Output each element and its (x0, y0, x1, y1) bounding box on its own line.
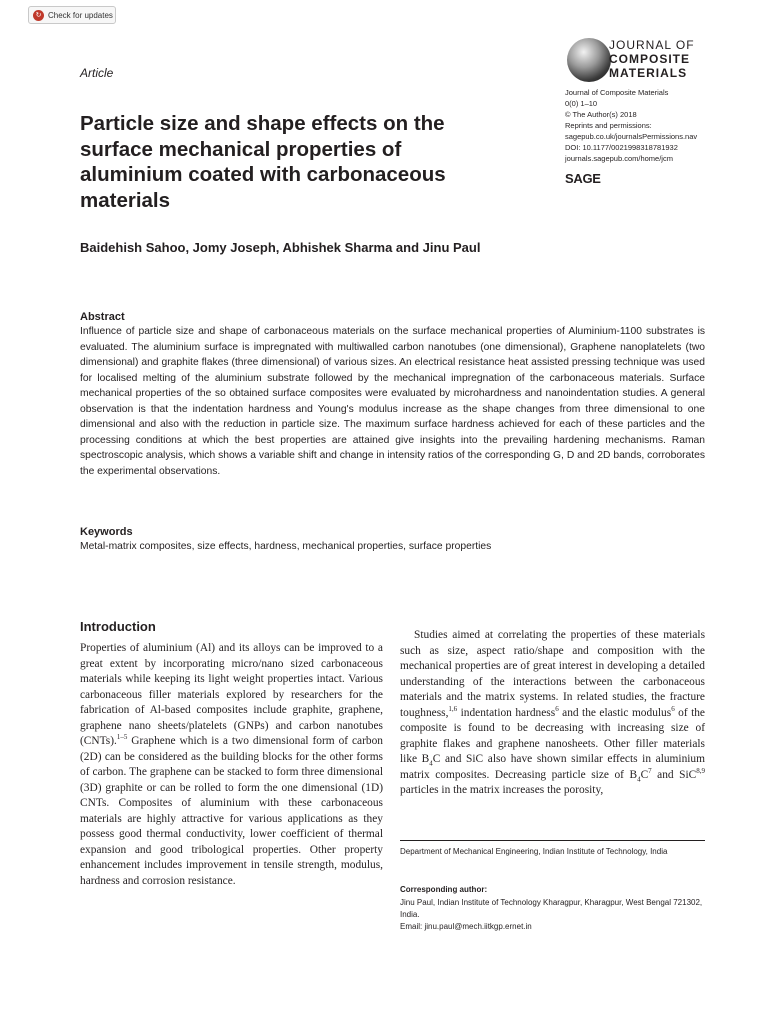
intro-column-1 (80, 641, 383, 889)
citation: 6 (671, 704, 675, 713)
logo-line-3: MATERIALS (609, 66, 688, 80)
intro-text: of the composite is found to be decreasing with increasing size of graphite flakes and graphene nanosheets. Other filler materials like B (400, 706, 705, 765)
logo-line-1: JOURNAL OF (609, 38, 695, 52)
intro-text: indentation hardness (457, 706, 556, 719)
citation: 1,6 (448, 704, 458, 713)
citation: 6 (555, 704, 559, 713)
intro-text: C and SiC also have shown similar effects in aluminium matrix composites. Decreasing particle size of B (400, 753, 705, 781)
subscript: 4 (637, 774, 641, 783)
doi-link[interactable]: DOI: 10.1177/0021998318781932 (565, 143, 678, 152)
article-type-label: Article (80, 66, 114, 80)
subscript: 4 (429, 759, 433, 768)
citation: 7 (648, 766, 652, 775)
intro-text: Studies aimed at correlating the properties of these materials such as size, aspect ratio/shape and composition with the mechanical properties are of great interest in developing a detailed understanding of the interactions between the carbonaceous materials and the matrix systems. In related studies, the fracture toughness, (400, 629, 705, 719)
logo-line-2: COMPOSITE (609, 52, 691, 66)
intro-text: Graphene which is a two dimensional form of carbon (2D) can be considered as the building blocks for the other forms of carbon. The graphene can be stacked to form three dimensional (3D) graphite or can be rolled to form the one dimensional (1D) CNTs. Composites of aluminium with these carbonaceous materials are highly attractive for various applications as they possess good thermal conductivity, lower coefficient of thermal expansion and good tribological properties. Other property enhancement includes improvement in tensile strength, modulus, hardness and corrosion resistance. (80, 735, 383, 887)
check-for-updates-button[interactable] (28, 6, 116, 24)
introduction-heading: Introduction (80, 619, 156, 634)
globe-logo-icon (567, 38, 611, 82)
paper-title: Particle size and shape effects on the surface mechanical properties of aluminium coated with carbonaceous materials (80, 112, 446, 212)
abstract-heading: Abstract (80, 311, 125, 323)
intro-column-2 (400, 628, 705, 799)
citation: 1–5 (116, 733, 128, 742)
intro-text: and SiC (651, 768, 697, 781)
check-for-updates-label: Check for updates (48, 10, 113, 20)
footnote-divider (400, 840, 705, 841)
sage-logo-text: SAGE (565, 171, 601, 186)
corresponding-author-heading: Corresponding author: (400, 885, 488, 894)
intro-text: and the elastic modulus (558, 706, 672, 719)
intro-text: particles in the matrix increases the porosity, (400, 784, 604, 796)
corresponding-author-details (400, 897, 705, 933)
journal-issue: 0(0) 1–10 (565, 99, 598, 108)
journal-logo (567, 38, 707, 84)
journal-name: Journal of Composite Materials (565, 88, 669, 97)
keywords-heading: Keywords (80, 526, 133, 538)
copyright: © The Author(s) 2018 (565, 110, 637, 119)
journal-url-link[interactable]: journals.sagepub.com/home/jcm (565, 154, 673, 163)
keywords-text: Metal-matrix composites, size effects, hardness, mechanical properties, surface properties (80, 541, 492, 552)
refresh-icon: ↻ (33, 10, 44, 21)
corresponding-author-email[interactable]: Email: jinu.paul@mech.iitkgp.ernet.in (400, 922, 532, 931)
corresponding-author-address: Jinu Paul, Indian Institute of Technology Kharagpur, Kharagpur, West Bengal 721302, India. (400, 898, 703, 919)
journal-info (565, 87, 725, 164)
reprints-link[interactable]: sagepub.co.uk/journalsPermissions.nav (565, 132, 698, 141)
author-list: Baidehish Sahoo, Jomy Joseph, Abhishek Sharma and Jinu Paul (80, 240, 481, 255)
abstract-text: Influence of particle size and shape of carbonaceous materials on the surface mechanical properties of Aluminium-1100 substrates is evaluated. The aluminium surface is impregnated with multiwalled carbon nanotubes (one dimensional), Graphene nanoplatelets (two dimensional) and graphite flakes (three dimensional) of various sizes. An electrical resistance heat assisted pressing technique was used for localised melting of the aluminium substrate followed by the mechanical impregnation of the carbonaceous materials. Surface mechanical properties of the so obtained surface composites were evaluated by microhardness and nanoindentation studies. A general observation is that the indentation hardness and Young's modulus increase as the shape changes from three dimensional to one dimensional and also with the reduction in particle size. The maximum surface hardness achieved for each of these particles and the processing conditions at which the best properties are attained give insights into the prevailing hardening mechanisms. Raman spectroscopic analysis, which shows a variable shift and change in intensity ratios of the corresponding G, D and 2D bands, corroborates the experimental observations. (80, 326, 705, 477)
affiliation-note: Department of Mechanical Engineering, Indian Institute of Technology, India (400, 847, 668, 856)
reprints-label: Reprints and permissions: (565, 121, 652, 130)
intro-text: Properties of aluminium (Al) and its alloys can be improved to a great extent by incorporating micro/nano sized carbonaceous materials while keeping its light weight properties intact. Various carbonaceous filler materials explored by researchers for the fabrication of Al-based composites include graphite, graphene, graphene nano sheets/platelets (GNPs) and carbon nanotubes (CNTs). (80, 642, 383, 747)
sage-logo (565, 171, 601, 186)
intro-text: C (640, 768, 649, 781)
citation: 8,9 (696, 766, 705, 775)
